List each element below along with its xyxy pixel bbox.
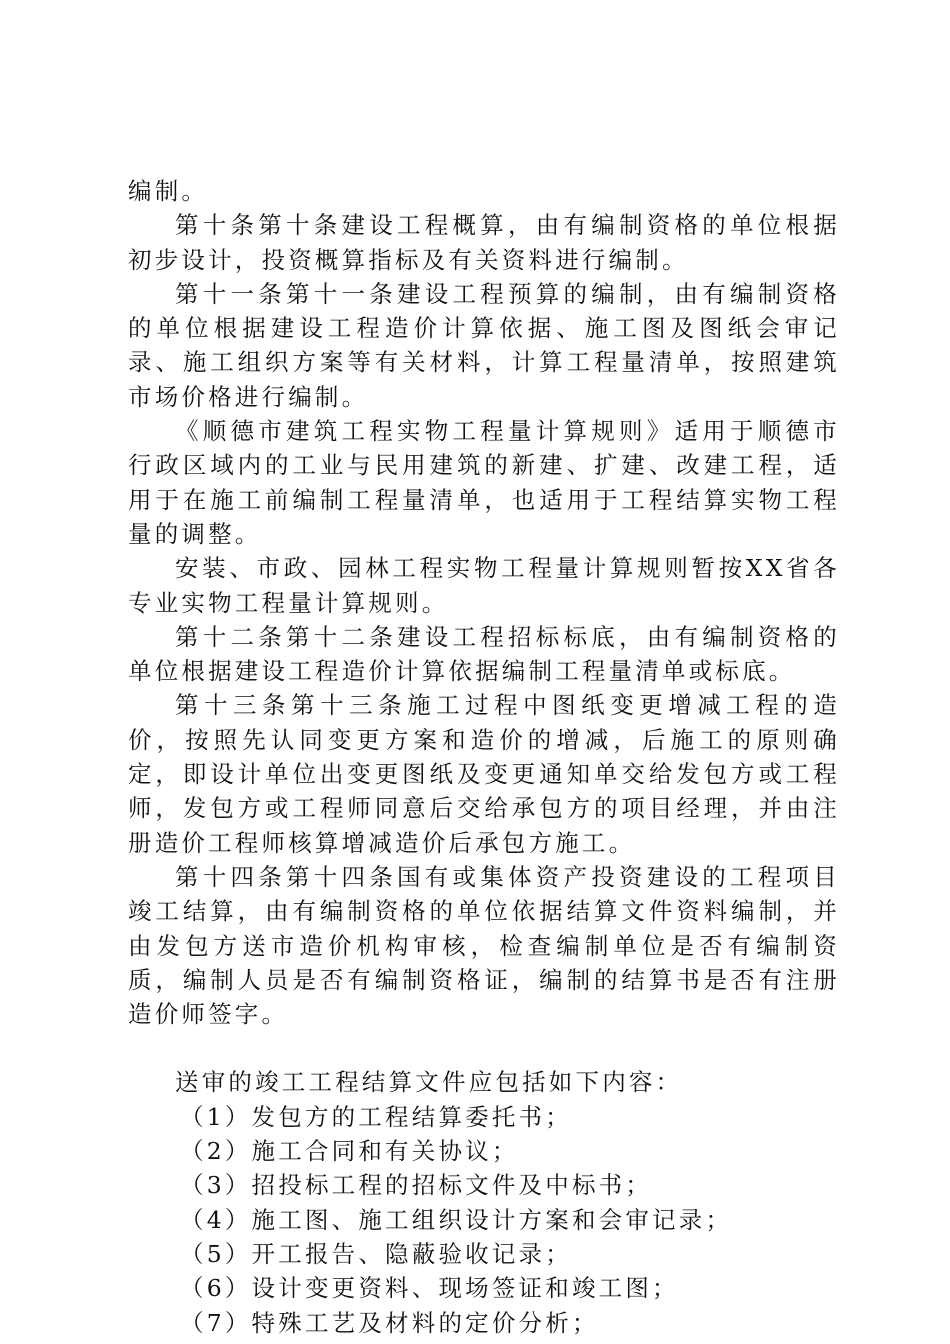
list-item: （3）招投标工程的招标文件及中标书； xyxy=(180,1171,653,1200)
list-item: （1）发包方的工程结算委托书； xyxy=(180,1102,572,1131)
blank-line xyxy=(128,1031,840,1065)
list-intro: 送审的竣工工程结算文件应包括如下内容： xyxy=(175,1068,683,1097)
document-body xyxy=(128,174,840,1340)
list-item: （2）施工合同和有关协议； xyxy=(180,1137,519,1166)
paragraph: 第十二条第十二条建设工程招标标底，由有编制资格的单位根据建设工程造价计算依据编制工程量清单或标底。 xyxy=(128,622,840,686)
paragraph: 《顺德市建筑工程实物工程量计算规则》适用于顺德市行政区域内的工业与民用建筑的新建、扩建、改建工程，适用于在施工前编制工程量清单，也适用于工程结算实物工程量的调整。 xyxy=(128,417,840,548)
list-item: （4）施工图、施工组织设计方案和会审记录； xyxy=(180,1205,733,1234)
paragraph: 第十三条第十三条施工过程中图纸变更增减工程的造价，按照先认同变更方案和造价的增减，后施工的原则确定，即设计单位出变更图纸及变更通知单交给发包方或工程师，发包方或工程师同意后交给承包方的项目经理，并由注册造价工程师核算增减造价后承包方施工。 xyxy=(128,691,840,857)
list-item: （6）设计变更资料、现场签证和竣工图； xyxy=(180,1274,679,1303)
paragraph: 编制。 xyxy=(128,177,209,205)
paragraph: 第十四条第十四条国有或集体资产投资建设的工程项目竣工结算，由有编制资格的单位依据结算文件资料编制，并由发包方送市造价机构审核，检查编制单位是否有编制资质，编制人员是否有编制资格证，编制的结算书是否有注册造价师签字。 xyxy=(128,862,840,1029)
list-item: （5）开工报告、隐蔽验收记录； xyxy=(180,1239,572,1268)
paragraph: 安装、市政、园林工程实物工程量计算规则暂按XX省各专业实物工程量计算规则。 xyxy=(128,554,840,617)
paragraph: 第十条第十条建设工程概算，由有编制资格的单位根据初步设计，投资概算指标及有关资料进行编制。 xyxy=(128,211,840,274)
submission-list xyxy=(128,1100,840,1340)
paragraph: 第十一条第十一条建设工程预算的编制，由有编制资格的单位根据建设工程造价计算依据、施工图及图纸会审记录、施工组织方案等有关材料，计算工程量清单，按照建筑市场价格进行编制。 xyxy=(128,279,840,411)
list-item: （7）特殊工艺及材料的定价分析； xyxy=(180,1308,599,1337)
